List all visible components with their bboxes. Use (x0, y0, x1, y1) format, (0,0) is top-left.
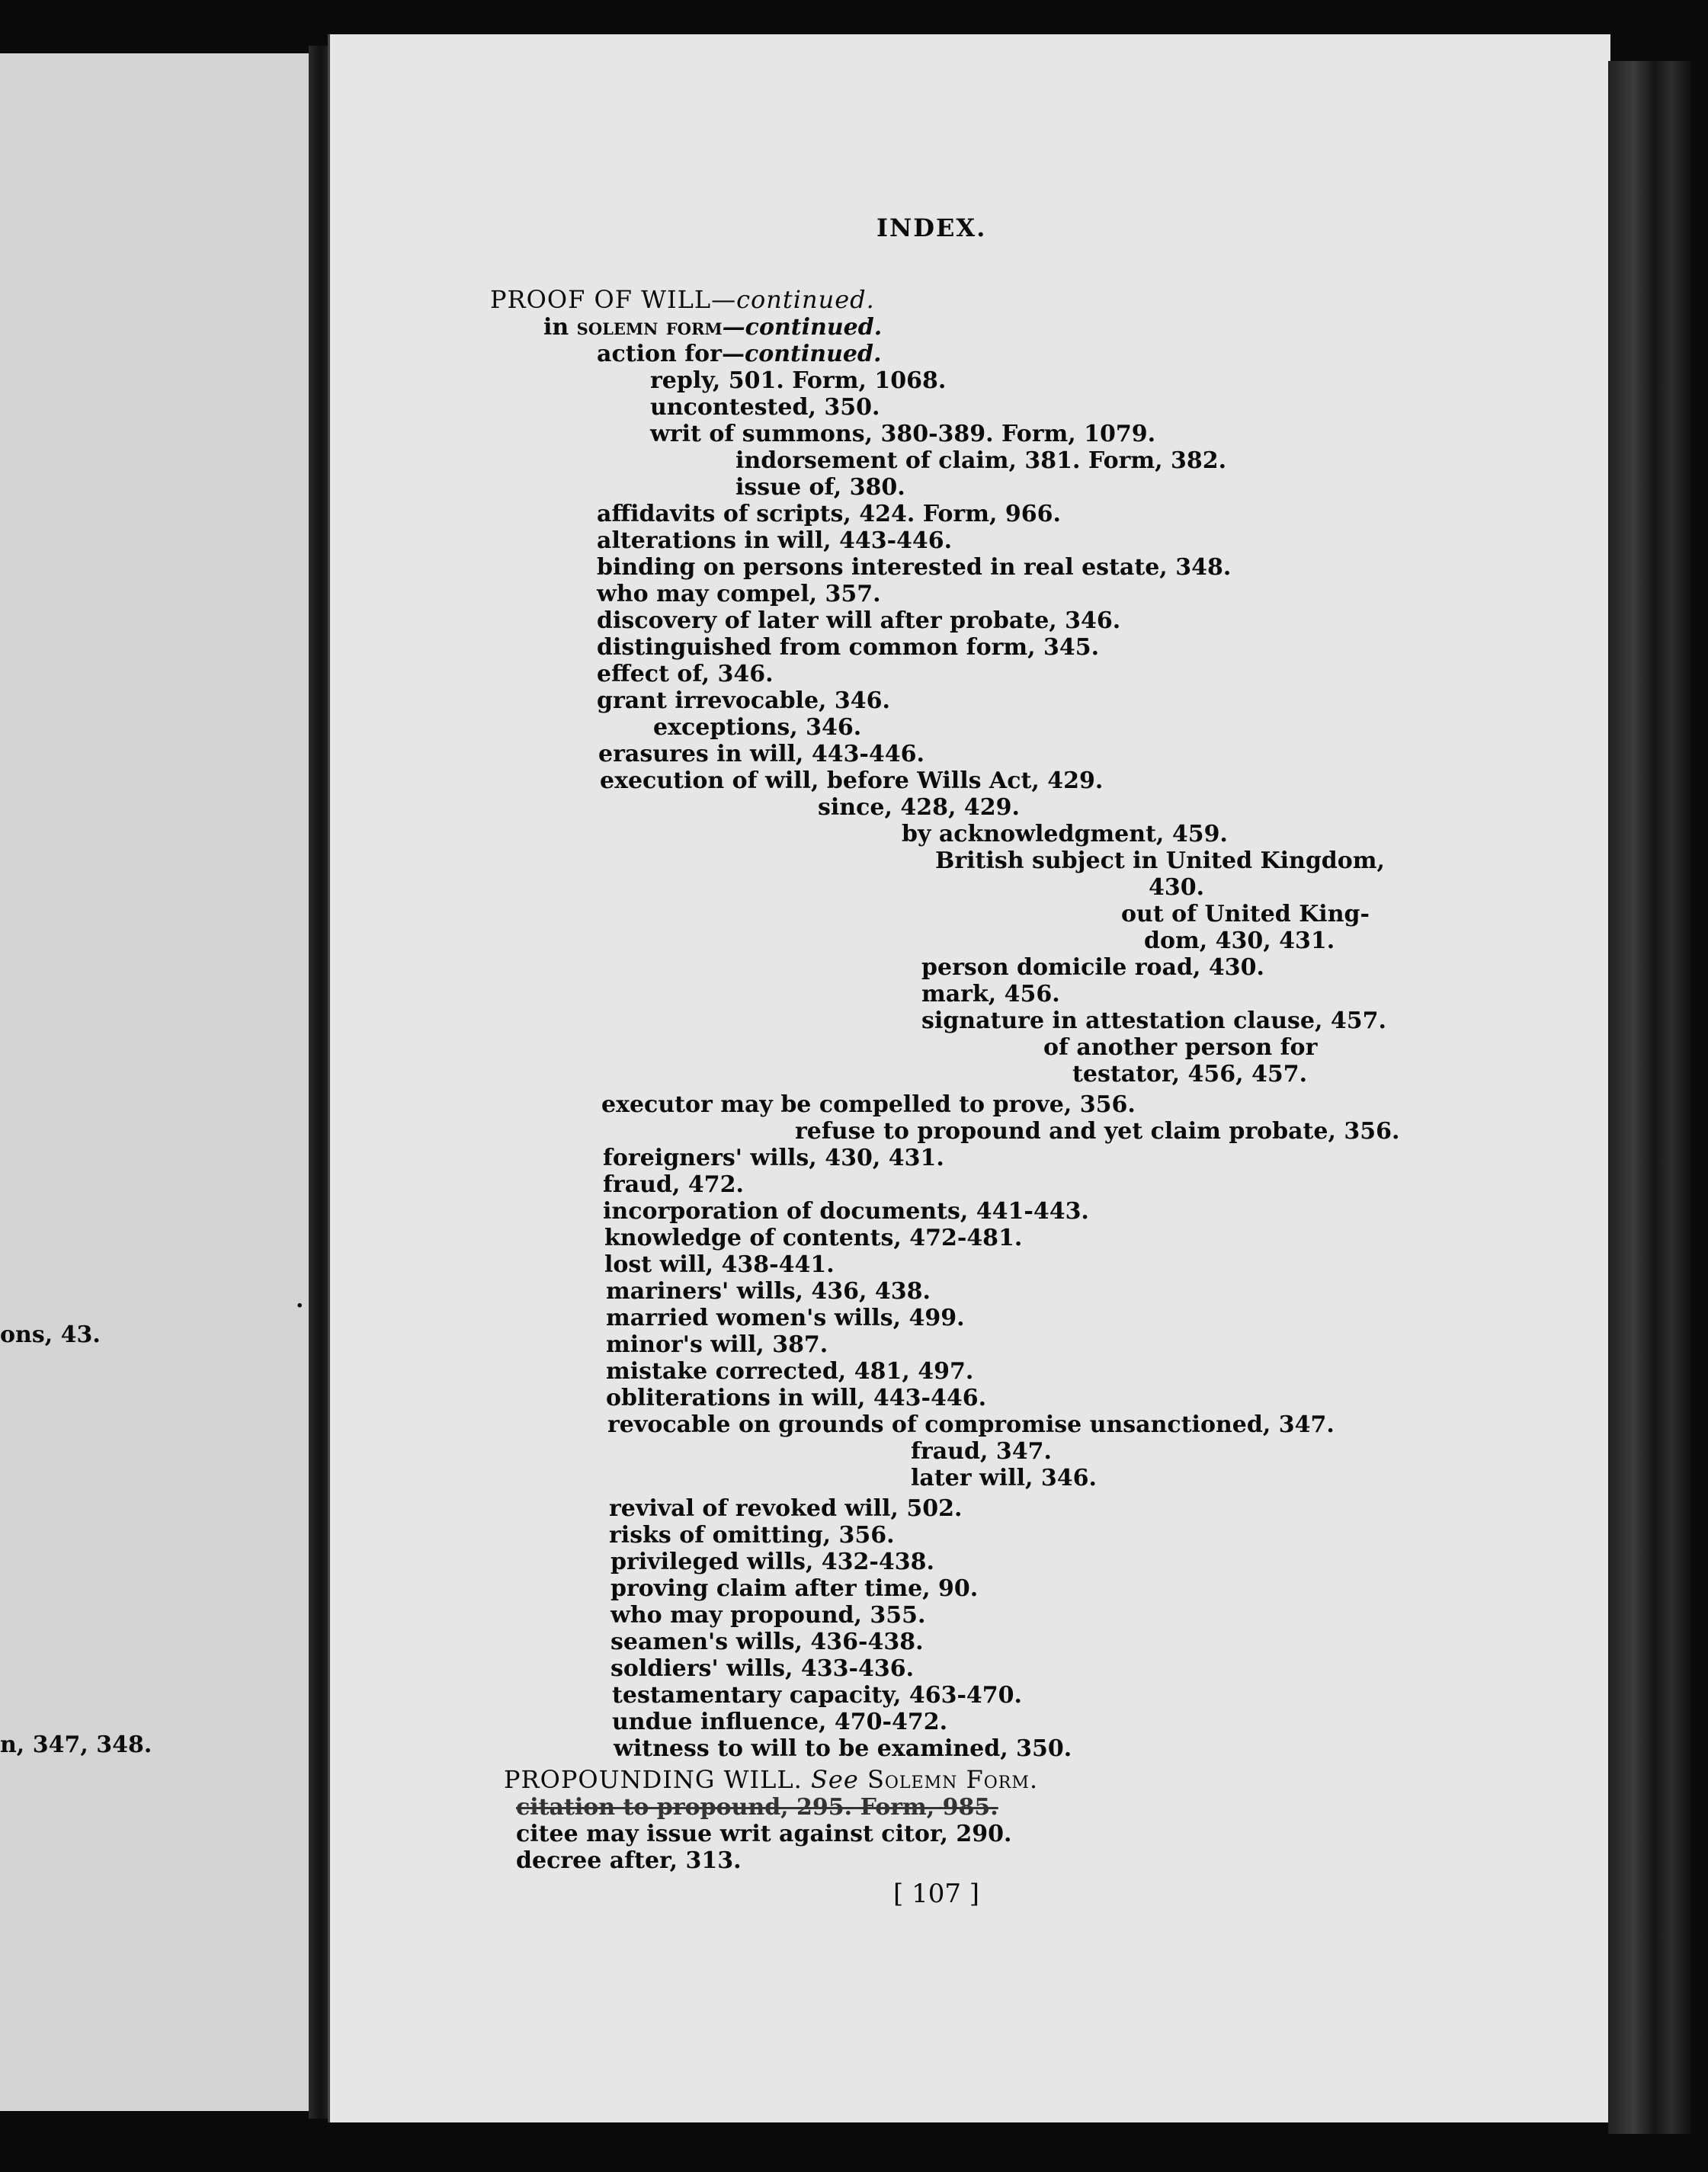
index-entry: undue influence, 470-472. (612, 1709, 948, 1735)
index-entry: seamen's wills, 436-438. (610, 1629, 924, 1655)
index-entry: minor's will, 387. (606, 1331, 828, 1358)
index-entry: of another person for (1043, 1034, 1318, 1061)
index-entry: risks of omitting, 356. (609, 1522, 895, 1549)
index-entry: discovery of later will after probate, 346. (597, 607, 1121, 634)
index-entry: citation to propound, 295. Form, 985. (516, 1794, 998, 1821)
index-entry: fraud, 347. (911, 1438, 1052, 1465)
index-entry: knowledge of contents, 472-481. (604, 1225, 1023, 1251)
index-entry: since, 428, 429. (818, 794, 1020, 821)
index-entry: mistake corrected, 481, 497. (606, 1358, 974, 1385)
index-entry: revocable on grounds of compromise unsanctioned, 347. (607, 1411, 1335, 1438)
left-page-stub: n, 347, 348. (0, 1732, 152, 1758)
index-entry: execution of will, before Wills Act, 429. (600, 767, 1104, 794)
index-entry: grant irrevocable, 346. (597, 687, 890, 714)
index-heading: PROPOUNDING WILL. See Solemn Form. (504, 1765, 1039, 1794)
index-entry: issue of, 380. (735, 474, 905, 501)
index-entry: proving claim after time, 90. (610, 1575, 979, 1602)
index-heading: PROOF OF WILL—continued. (490, 285, 875, 314)
left-page-stub: ons, 43. (0, 1321, 101, 1348)
index-entry: later will, 346. (911, 1465, 1097, 1491)
index-entry: lost will, 438-441. (604, 1251, 835, 1278)
index-entry: soldiers' wills, 433-436. (610, 1655, 915, 1682)
index-entry: signature in attestation clause, 457. (921, 1008, 1386, 1034)
index-entry: binding on persons interested in real estate, 348. (597, 554, 1232, 581)
index-entry: exceptions, 346. (653, 714, 862, 741)
left-page (0, 53, 312, 2111)
index-entry: who may propound, 355. (610, 1602, 926, 1629)
index-entry: obliterations in will, 443-446. (606, 1385, 987, 1411)
index-entry: citee may issue writ against citor, 290. (516, 1821, 1012, 1847)
index-entry: affidavits of scripts, 424. Form, 966. (597, 501, 1061, 527)
index-entry: effect of, 346. (597, 661, 774, 687)
page-header: INDEX. (876, 213, 987, 242)
index-entry: who may compel, 357. (597, 581, 881, 607)
index-entry: testamentary capacity, 463-470. (612, 1682, 1022, 1709)
index-entry: witness to will to be examined, 350. (614, 1735, 1072, 1762)
index-entry: uncontested, 350. (650, 394, 880, 421)
index-entry: erasures in will, 443-446. (598, 741, 924, 767)
index-entry: incorporation of documents, 441-443. (603, 1198, 1089, 1225)
index-subheading: action for—continued. (597, 341, 882, 367)
index-entry: person domicile road, 430. (921, 954, 1264, 981)
index-entry: privileged wills, 432-438. (610, 1549, 934, 1575)
page-edge (1608, 61, 1692, 2134)
index-entry: by acknowledgment, 459. (902, 821, 1228, 847)
index-entry: British subject in United Kingdom, (935, 847, 1385, 874)
index-entry: writ of summons, 380-389. Form, 1079. (650, 421, 1156, 447)
index-entry: mark, 456. (921, 981, 1060, 1008)
index-entry: executor may be compelled to prove, 356. (601, 1091, 1136, 1118)
index-entry: fraud, 472. (603, 1171, 744, 1198)
index-subheading: in solemn form—continued. (543, 314, 883, 341)
index-entry: refuse to propound and yet claim probate, 356. (795, 1118, 1400, 1145)
index-entry: out of United King- (1121, 901, 1370, 927)
index-entry: dom, 430, 431. (1144, 927, 1335, 954)
index-entry: 430. (1149, 874, 1205, 901)
index-entry: testator, 456, 457. (1072, 1061, 1308, 1088)
index-entry: foreigners' wills, 430, 431. (603, 1145, 944, 1171)
page-number: [ 107 ] (893, 1879, 980, 1909)
index-entry: revival of revoked will, 502. (609, 1495, 963, 1522)
index-entry: decree after, 313. (516, 1847, 742, 1874)
index-entry: alterations in will, 443-446. (597, 527, 953, 554)
index-entry: distinguished from common form, 345. (597, 634, 1100, 661)
index-entry: mariners' wills, 436, 438. (606, 1278, 931, 1305)
index-entry: reply, 501. Form, 1068. (650, 367, 947, 394)
index-entry: married women's wills, 499. (606, 1305, 965, 1331)
left-page-stub: . (296, 1286, 304, 1313)
index-entry: indorsement of claim, 381. Form, 382. (735, 447, 1227, 474)
